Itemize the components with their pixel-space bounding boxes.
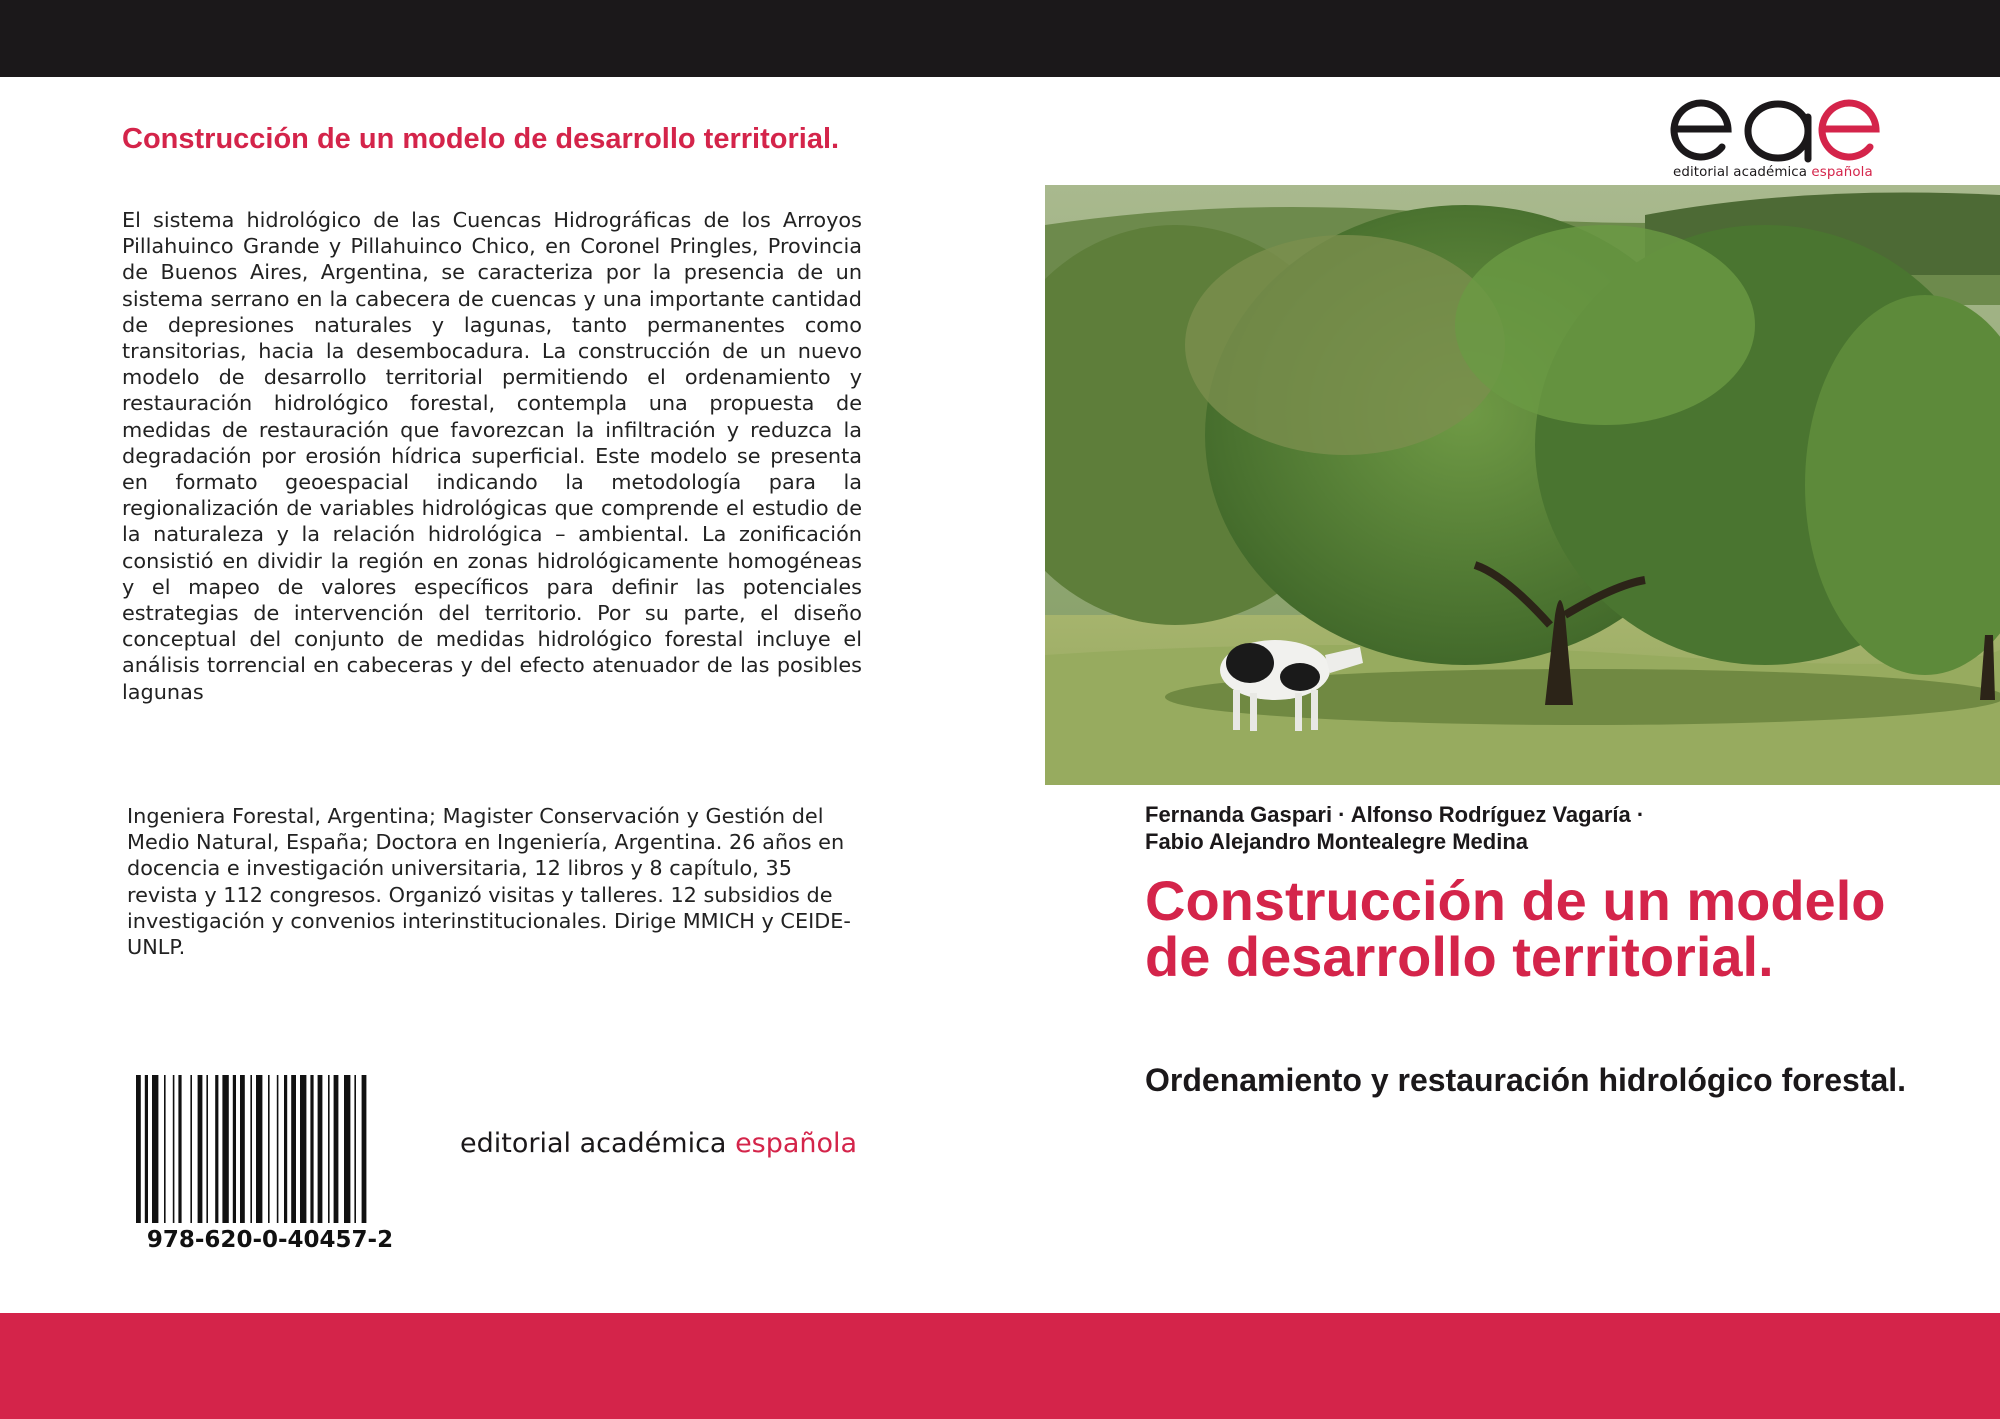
front-cover-subtitle: Ordenamiento y restauración hidrológico forestal.: [1145, 1062, 1907, 1098]
publisher-name-main: editorial académica: [460, 1128, 736, 1159]
top-dark-band: [0, 0, 2000, 77]
bottom-accent-band: [0, 1313, 2000, 1419]
publisher-name-accent: española: [735, 1128, 858, 1159]
authors-line-1: Fernanda Gaspari · Alfonso Rodríguez Vagaría ·: [1145, 802, 1645, 827]
cover-photo-landscape: [1045, 185, 2000, 785]
logo-caption: [1673, 165, 1895, 180]
front-cover-title: Construcción de un modelo de desarrollo territorial.: [1145, 869, 1886, 988]
logo-caption-main: editorial académica: [1673, 165, 1812, 180]
author-bio: Ingeniera Forestal, Argentina; Magister Conservación y Gestión del Medio Natural, España; Doctora en Ingeniería, Argentina. 26 años en docencia e investigación universitaria, 12 libros y 8 capítulo, 35 revista y 112 congresos. Organizó visitas y talleres. 12 subsidios de investigación y convenios interinstitucionales. Dirige MMICH y CEIDE-UNLP.: [127, 804, 851, 960]
barcode: [134, 1075, 406, 1253]
back-publisher-name: [460, 1128, 857, 1159]
barcode-bars: [134, 1075, 406, 1223]
back-cover-blurb: El sistema hidrológico de las Cuencas Hidrográficas de los Arroyos Pillahuinco Grande y Pillahuinco Chico, en Coronel Pringles, Provincia de Buenos Aires, Argentina, se caracteriza por la presencia de un sistema serrano en la cabecera de cuencas y una importante cantidad de depresiones naturales y lagunas, tanto permanentes como transitorias, hacia la desembocadura. La construcción de un nuevo modelo de desarrollo territorial permitiendo el ordenamiento y restauración hidrológico forestal, contempla una propuesta de medidas de restauración que favorezcan la infiltración y reduzca la degradación por erosión hídrica superficial. Este modelo se presenta en formato geoespacial indicando la metodología para la regionalización de variables hidrológicas que comprende el estudio de la naturaleza y la relación hidrológica – ambiental. La zonificación consistió en dividir la región en zonas hidrológicamente homogéneas y el mapeo de valores específicos para definir las potenciales estrategias de intervención del territorio. Por su parte, el diseño conceptual del conjunto de medidas hidrológico forestal incluye el análisis torrencial en cabeceras y del efecto atenuador de las posibles lagunas: [122, 208, 862, 704]
authors: [1145, 801, 1965, 855]
authors-line-2: Fabio Alejandro Montealegre Medina: [1145, 829, 1529, 854]
isbn-number: 978-620-0-40457-2: [146, 1227, 394, 1253]
back-cover-title: Construcción de un modelo de desarrollo territorial.: [122, 123, 840, 155]
logo-caption-accent: española: [1811, 165, 1873, 180]
